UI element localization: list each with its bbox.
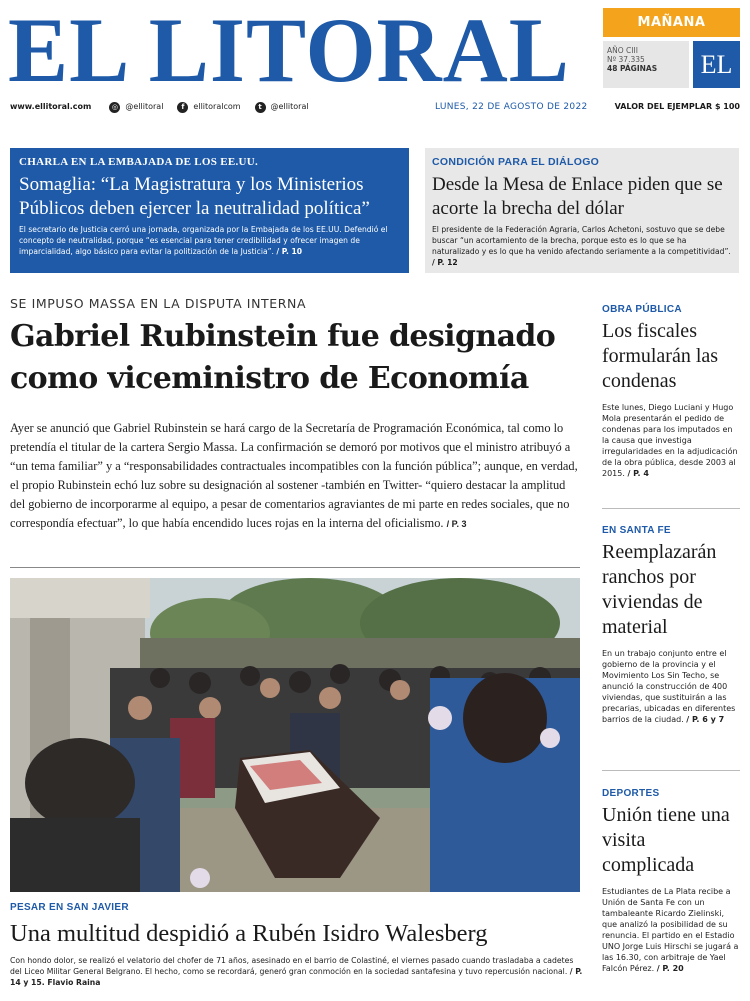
instagram-handle[interactable] [109, 98, 163, 116]
page-ref[interactable]: / P. 6 y 7 [686, 715, 725, 724]
sidebar-text: En un trabajo conjunto entre el gobierno de la provincia y el Movimiento Los Sin Techo, se anunció la construcción de 400 viviendas, que sustituirán a las precarias, ubicadas en diferentes barrios de la ciudad. / P. 6 y 7 [602, 649, 736, 724]
el-logo-badge: EL [693, 41, 740, 88]
sidebar-story-santa-fe[interactable] [602, 525, 740, 725]
edition-number: Nº 37.335 [607, 55, 645, 64]
sidebar-story-obra-publica[interactable] [602, 304, 740, 479]
page-ref[interactable]: / P. 14 y 15. Flavio Raina [10, 967, 583, 987]
facebook-handle[interactable] [177, 98, 240, 116]
sidebar-title: Los fiscales formularán las condenas [602, 320, 719, 392]
twitter-handle[interactable] [255, 98, 309, 116]
page-ref[interactable]: / P. 20 [656, 964, 684, 973]
sidebar-title: Unión tiene una visita complicada [602, 804, 730, 876]
page-ref[interactable]: / P. 3 [446, 519, 467, 529]
edition-box [603, 8, 740, 88]
story-box-justicia[interactable] [10, 148, 409, 273]
sidebar-divider [602, 508, 740, 509]
story-text: El secretario de Justicia cerró una jornada, organizada por la Embajada de los EE.UU. Defendió el concepto de neutralidad, porque “es esencial para tener credibilidad y ofrecer imagen de imparcialidad, algo básico para evitar la politización de la Justicia”. / P. 10 [19, 225, 388, 256]
info-bar [10, 98, 740, 116]
edition-tab: MAÑANA [603, 8, 740, 37]
issue-price: VALOR DEL EJEMPLAR $ 100 [614, 102, 740, 111]
sidebar-title: Reemplazarán ranchos por viviendas de material [602, 541, 717, 638]
story-box-dolar[interactable] [425, 148, 739, 273]
main-story-body: Ayer se anunció que Gabriel Rubinstein se hará cargo de la Secretaría de Programación Económica, tal como lo pretendía el titular de la cartera Sergio Massa. La confirmación se demoró por motivos que el ministro atribuyó a “un tema familiar” y a “responsabilidades contractuales incompatibles con la función pública”; aunque, en verdad, el propio Rubinstein echó luz sobre su designación al sostener -también en Twitter- “quiero destacar la amplitud del gobierno de incorporarme al equipo, a pesar de comentarios agraviantes de mi parte en redes sociales, que no correspondía efectuar”, lo que había encendido luces rojas en la interna del oficialismo. / P. 3 [10, 421, 578, 530]
story-title: Desde la Mesa de Enlace piden que se acorte la brecha del dólar [432, 174, 723, 219]
main-story-kicker: SE IMPUSO MASSA EN LA DISPUTA INTERNA [10, 296, 307, 311]
photo-story-title[interactable]: Una multitud despidió a Rubén Isidro Walesberg [10, 920, 488, 947]
edition-year: AÑO CIII [607, 46, 638, 55]
story-kicker: CHARLA EN LA EMBAJADA DE LOS EE.UU. [19, 156, 259, 168]
page-ref[interactable]: / P. 4 [627, 469, 649, 478]
photo-story-text: Con hondo dolor, se realizó el velatorio del chofer de 71 años, asesinado en el barrio de Colastiné, el viernes pasado cuando trasladaba a cadetes del Liceo Militar General Belgrano. El hecho, como se recordará, generó gran conmoción en la sociedad santafesina y tuvo repercusión nacional. / P. 14 y 15. Flavio Raina [10, 956, 583, 987]
main-story-headline[interactable]: Gabriel Rubinstein fue designado como viceministro de Economía [10, 319, 556, 396]
sidebar-divider [602, 770, 740, 771]
funeral-photo [10, 578, 580, 892]
website-link[interactable]: www.ellitoral.com [10, 102, 92, 111]
story-kicker: CONDICIÓN PARA EL DIÁLOGO [432, 156, 600, 168]
facebook-icon: f [177, 102, 188, 113]
twitter-label: @ellitoral [270, 102, 309, 111]
sidebar-text: Este lunes, Diego Luciani y Hugo Mola presentarán el pedido de condenas para los imputados en la causa que investiga irregularidades en la adjudicación de la obra pública, desde 2003 al 2015. / P. 4 [602, 403, 738, 478]
story-title: Somaglia: “La Magistratura y los Ministerios Públicos deben ejercer la neutralidad política” [19, 174, 370, 219]
sidebar-kicker: EN SANTA FE [602, 525, 671, 536]
story-text: El presidente de la Federación Agraria, Carlos Achetoni, sostuvo que se debe buscar “un acortamiento de la brecha, porque esto es lo que se ha naturalizado y es lo que ha venido afectando seriamente a la competitividad”. / P. 12 [432, 225, 731, 267]
sidebar-kicker: DEPORTES [602, 788, 660, 799]
sidebar-text: Estudiantes de La Plata recibe a Unión de Santa Fe con un tambaleante Ricardo Zielinski, que analizó la posibilidad de su renuncia. El partido en el Estadio UNO Jorge Luis Hirschi se jugará a las 16.30, con arbitraje de Yael Falcón Pérez. / P. 20 [602, 887, 739, 973]
twitter-icon: t [255, 102, 266, 113]
sidebar-kicker: OBRA PÚBLICA [602, 304, 682, 315]
instagram-label: @ellitoral [125, 102, 164, 111]
divider [10, 567, 580, 568]
issue-date: LUNES, 22 DE AGOSTO DE 2022 [435, 102, 588, 112]
page-ref[interactable]: / P. 12 [432, 258, 458, 267]
sidebar-story-deportes[interactable] [602, 788, 740, 974]
facebook-label: ellitoralcom [193, 102, 241, 111]
masthead-title: EL LITORAL [8, 0, 570, 101]
funeral-photo-illustration [10, 578, 580, 892]
edition-info [603, 41, 689, 88]
edition-pages: 48 PÁGINAS [607, 64, 658, 73]
instagram-icon: ◎ [109, 102, 120, 113]
page-ref[interactable]: / P. 10 [276, 247, 303, 256]
photo-story-kicker: PESAR EN SAN JAVIER [10, 902, 129, 913]
